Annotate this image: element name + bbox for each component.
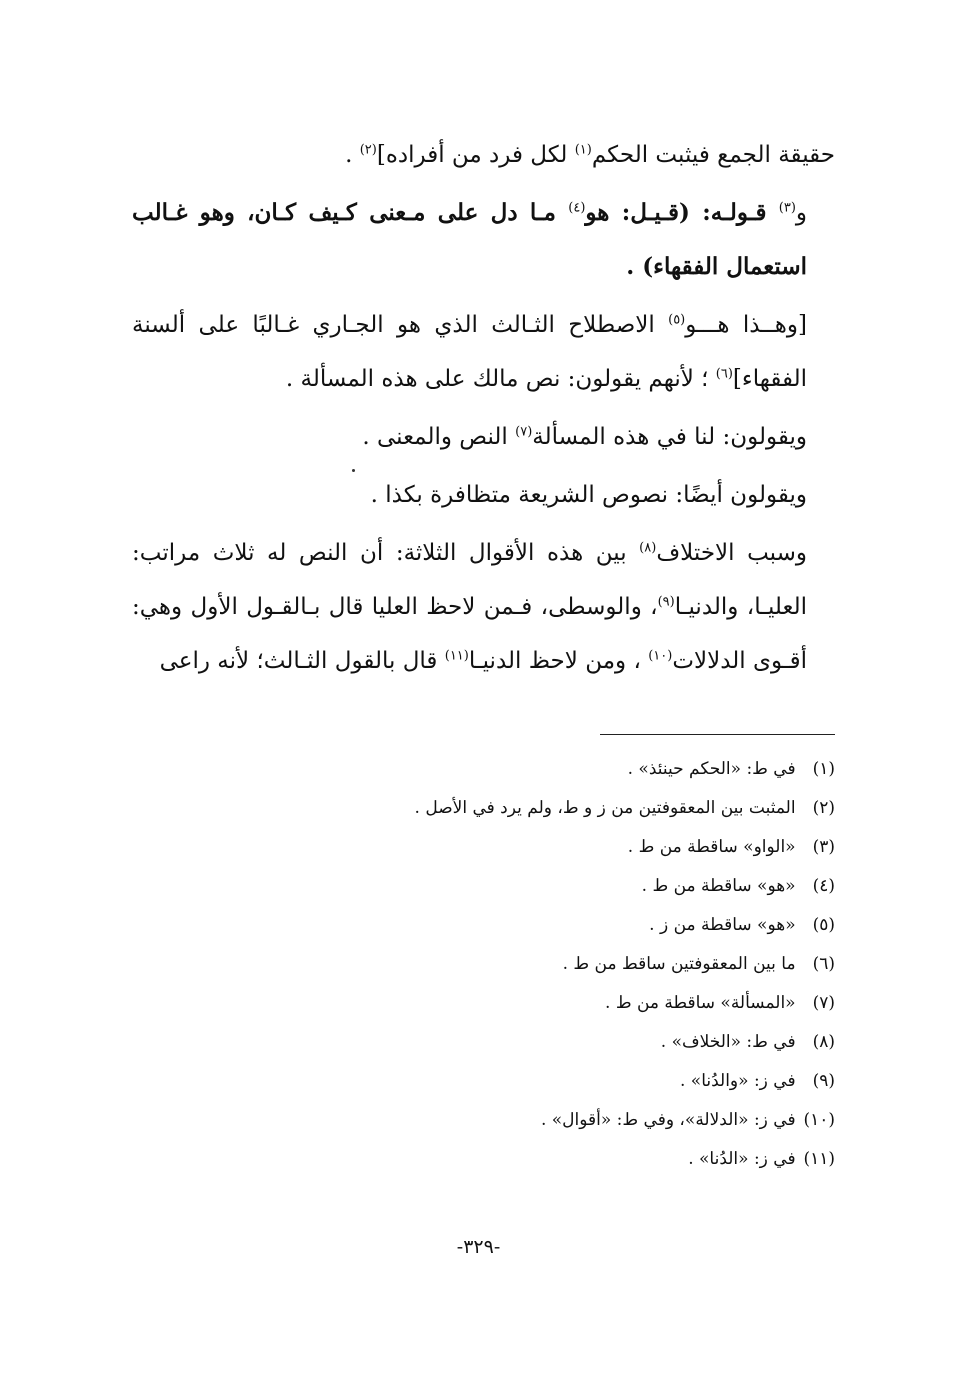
footnote-item [132, 984, 835, 1023]
stray-dot [352, 469, 355, 472]
footnote-ref: (٨) [639, 540, 657, 556]
footnote-text: «هو» ساقطة من ط . [641, 876, 796, 896]
text-run: ، والوسطى، فـمن لاحظ العليا قال بـالقـول الأول وهي: أقـوى الدلالات [132, 594, 807, 674]
footnote-item [132, 828, 835, 867]
footnotes [132, 750, 835, 1179]
footnote-item [132, 867, 835, 906]
footnote-text: «الواو» ساقطة من ط . [627, 837, 796, 857]
footnote-item [132, 1101, 835, 1140]
paragraph-3 [132, 298, 835, 406]
footnote-text: «المسألة» ساقطة من ط . [605, 993, 796, 1013]
footnote-item [132, 789, 835, 828]
footnote-number: (٩) [812, 1071, 835, 1091]
footnote-item [132, 750, 835, 789]
footnote-ref: (٣) [778, 200, 796, 216]
text-run: و [795, 200, 808, 226]
footnote-text: «هو» ساقطة من ز . [649, 915, 796, 935]
text-run: ؛ لأنهم يقولون: نص مالك على هذه المسألة . [285, 366, 716, 392]
paragraph-6 [132, 526, 835, 688]
text-run: ويقولون أيضًا: نصوص الشريعة متظافرة بكذا . [370, 482, 807, 508]
footnote-item [132, 906, 835, 945]
footnote-ref: (٦) [715, 366, 733, 382]
footnote-text: في ز: «الدلالة»، وفي ط: «أقوال» . [540, 1110, 796, 1130]
main-text [132, 128, 835, 688]
footnote-number: (٨) [812, 1032, 835, 1052]
footnote-ref: (٥) [668, 312, 686, 328]
footnote-text: ما بين المعقوفتين ساقط من ط . [562, 954, 796, 974]
text-run: النص والمعنى . [362, 424, 516, 450]
quoted-text: مـا دل على مـعنى كـيف كـان، وهو غـالب استعمال الفقهاء) . [132, 199, 807, 280]
paragraph-4 [132, 410, 835, 464]
footnote-number: (٤) [812, 876, 835, 896]
footnote-ref: (٤) [568, 200, 586, 216]
text-run: بين هذه الأقوال الثلاثة: أن النص له ثلاث مراتب: العليـا، والدنيـا [132, 540, 807, 620]
footnote-text: في ط: «الحكم حينئذ» . [627, 759, 796, 779]
footnote-number: (٥) [812, 915, 835, 935]
footnote-ref: (١١) [444, 648, 469, 664]
text-run: وسبب الاختلاف [656, 540, 808, 566]
footnote-number: (١) [812, 759, 835, 779]
text-run: لكل فرد من أفراده] [376, 142, 575, 168]
footnote-text: في ز: «الدُنا» . [688, 1149, 796, 1169]
footnote-ref: (٢) [359, 142, 377, 158]
footnote-number: (٧) [812, 993, 835, 1013]
footnote-number: (٣) [812, 837, 835, 857]
paragraph-5 [132, 468, 835, 522]
footnote-number: (١١) [803, 1149, 835, 1169]
quoted-text: قـولـه: (قـيـل: هو [585, 199, 779, 226]
page-number: -٣٢٩- [456, 1236, 501, 1258]
text-run: . [345, 142, 360, 168]
footnote-separator [600, 734, 835, 735]
text-run: الاصطلاح الثـالث الذي هو الجـاري غـالبًا على ألسنة الفقهاء] [132, 312, 807, 392]
footnote-item [132, 1062, 835, 1101]
footnote-text: المثبت بين المعقوفتين من ز و ط، ولم يرد في الأصل . [414, 798, 796, 818]
footnote-ref: (١٠) [648, 648, 673, 664]
text-run: حقيقة الجمع فيثبت الحكم [591, 142, 835, 168]
footnote-number: (٦) [812, 954, 835, 974]
footnote-ref: (٩) [657, 594, 675, 610]
footnote-text: في ز: «والدُنا» . [679, 1071, 796, 1091]
footnote-item [132, 1023, 835, 1062]
text-run: ، ومن لاحظ الدنيـا [468, 648, 649, 674]
footnote-item [132, 945, 835, 984]
text-run: [وهــذا هـــو [685, 312, 807, 338]
text-run: قال بالقول الثـالث؛ لأنه راعى [159, 648, 445, 674]
footnote-number: (١٠) [803, 1110, 835, 1130]
footnote-ref: (١) [574, 142, 592, 158]
footnote-number: (٢) [812, 798, 835, 818]
paragraph-1 [132, 128, 835, 182]
paragraph-2 [132, 186, 835, 294]
footnote-item [132, 1140, 835, 1179]
text-run: ويقولون: لنا في هذه المسألة [532, 424, 807, 450]
footnote-text: في ط: «الخلاف» . [660, 1032, 796, 1052]
footnote-ref: (٧) [515, 424, 533, 440]
